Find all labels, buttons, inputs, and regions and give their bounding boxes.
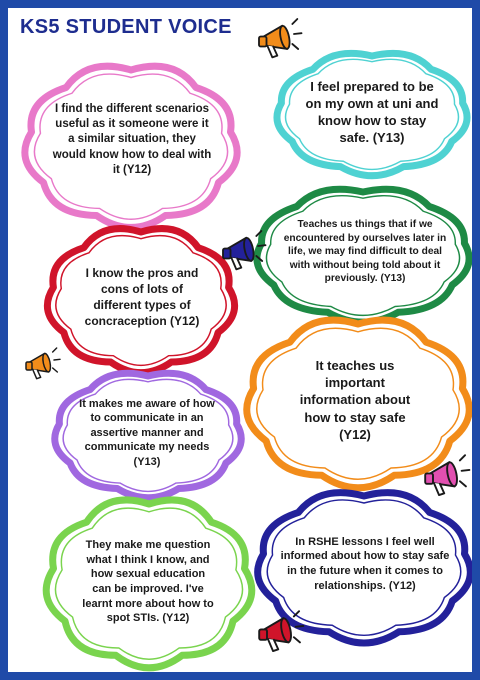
quote-text: I find the different scenarios useful as it someone were it a similar situation, they would know how to deal with it (Y12) [52,103,212,176]
quote-text: It teaches us important information about how to stay safe (Y12) [299,358,411,442]
page-title: KS5 STUDENT VOICE [20,16,232,38]
megaphone-icon [22,342,62,386]
quote-text: It makes me aware of how to communicate in an assertive manner and communicate my needs (Y13) [79,397,215,468]
quote-cloud-later-in-life [252,184,474,324]
megaphone-icon [218,224,268,278]
megaphone-icon [254,12,304,66]
quote-text: Teaches us things that if we encountered by ourselves later in life, we may find difficult to deal with without being told about it previously. (Y13) [283,219,447,285]
quote-cloud-assertive [50,368,246,500]
megaphone-icon [420,448,472,504]
quote-cloud-scenarios [22,62,240,228]
quote-text: I know the pros and cons of lots of different types of concraception (Y12) [84,266,200,328]
quote-text: In RSHE lessons I feel well informed about how to stay safe in the future when it comes to relationships. (Y12) [280,535,450,592]
quote-cloud-prepared [272,48,472,178]
quote-text: They make me question what I think I know, and how sexual education can be improved. I've learnt more about how to spot STIs. (Y12) [82,539,214,625]
quote-cloud-contraception [44,224,238,374]
quote-cloud-question [44,496,254,668]
quote-text: I feel prepared to be on my own at uni and know how to stay safe. (Y13) [305,78,439,146]
megaphone-icon [254,604,306,660]
